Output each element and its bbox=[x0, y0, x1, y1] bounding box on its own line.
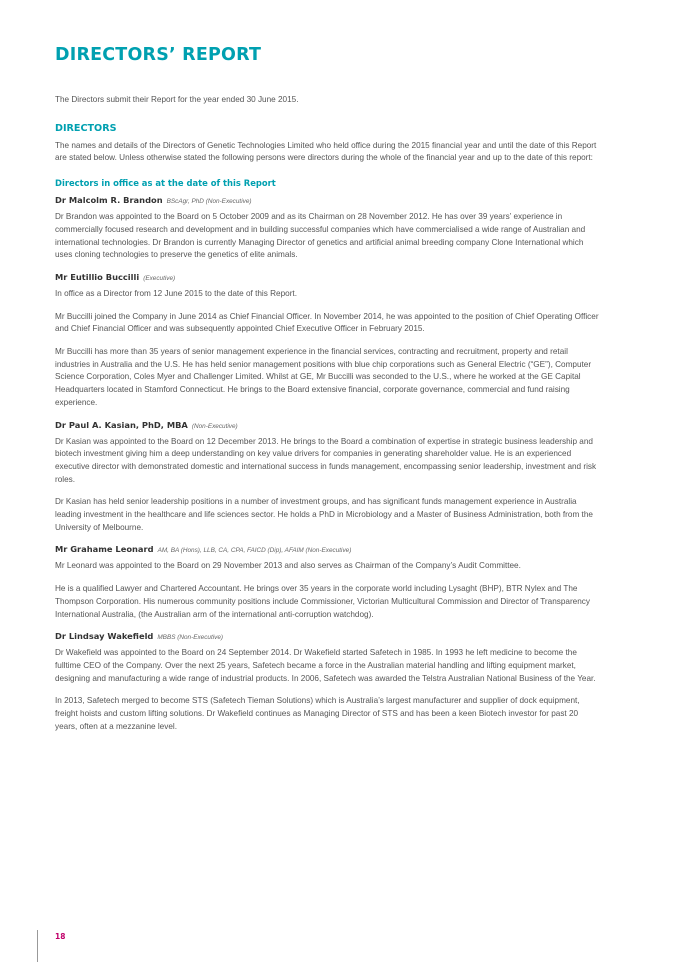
director-heading bbox=[55, 420, 600, 430]
director-qualifications: AM, BA (Hons), LLB, CA, CPA, FAICD (Dip), AFAIM (Non-Executive) bbox=[157, 547, 352, 555]
director-leonard bbox=[55, 544, 600, 621]
director-paragraph: Dr Kasian was appointed to the Board on 12 December 2013. He brings to the Board a combination of expertise in strategic business leadership and biotech investment giving him a deep understanding on key value drivers for companies in generating shareholder value. He is an experienced executive director with demonstrated domestic and international success in funds management, encompassing senior leadership, investment and risk roles. bbox=[55, 436, 597, 484]
director-heading bbox=[55, 272, 600, 282]
director-paragraph: Mr Buccilli has more than 35 years of senior management experience in the financial services, contracting and recruitment, property and retail industries in Australia and the U.S. He has held senior management positions with blue chip corporations such as General Electric (“GE”), Computer Science Corporation, Coles Myer and Challenger Limited. Whilst at GE, Mr Buccilli was seconded to the U.S., where he worked at the GE Capital Headquarters located in Stamford Connecticut. He brings to the Board extensive financial, corporate governance, commercial and fund raising experience. bbox=[55, 347, 592, 407]
director-name: Mr Eutillio Buccilli bbox=[55, 271, 140, 282]
director-heading bbox=[55, 544, 600, 554]
director-paragraph: Mr Leonard was appointed to the Board on 29 November 2013 and also serves as Chairman of the Company’s Audit Committee. bbox=[55, 561, 521, 571]
director-name: Dr Paul A. Kasian, PhD, MBA bbox=[55, 419, 188, 430]
director-kasian bbox=[55, 420, 600, 535]
director-qualifications: MBBS (Non-Executive) bbox=[157, 634, 224, 642]
page-title: DIRECTORS’ REPORT bbox=[55, 45, 262, 65]
director-heading bbox=[55, 631, 600, 641]
director-paragraph: In 2013, Safetech merged to become STS (Safetech Tieman Solutions) which is Australia’s largest manufacturer and supplier of dock equipment, freight hoists and custom lifting solutions. Dr Wakefield continues as Managing Director of STS and has been a keen Biotech investor for past 20 years, often at a mezzanine level. bbox=[55, 696, 580, 731]
director-qualifications: BScAgr, PhD (Non-Executive) bbox=[166, 198, 252, 206]
report-page bbox=[55, 45, 600, 744]
director-paragraph: Dr Wakefield was appointed to the Board on 24 September 2014. Dr Wakefield started Safetech in 1985. In 1993 he left medicine to become the fulltime CEO of the Company. Over the next 25 years, Safetech became a force in the Australian material handling and lifting equipment market, designing and manufacturing a wide range of industrial products. In 2006, Safetech was awarded the Telstra Australian National Business of the Year. bbox=[55, 648, 596, 683]
director-paragraph: Dr Kasian has held senior leadership positions in a number of investment groups, and has significant funds management experience in Australia leading investment in the healthcare and life sciences sector. He holds a PhD in Microbiology and a Master of Business Administration, both from the University of Melbourne. bbox=[55, 497, 593, 532]
director-paragraph: In office as a Director from 12 June 2015 to the date of this Report. bbox=[55, 288, 297, 298]
director-paragraph: Dr Brandon was appointed to the Board on 5 October 2009 and as its Chairman on 28 November 2012. He has over 39 years’ experience in commercially focused research and development and in building successful companies which have commercialised a wide range of Australian and international technologies. Dr Brandon is currently Managing Director of genetics and artificial animal breeding company Clone International which uses cloning technologies to preserve the genetics of elite animals. bbox=[55, 212, 586, 260]
director-name: Dr Lindsay Wakefield bbox=[55, 631, 154, 642]
director-name: Mr Grahame Leonard bbox=[55, 544, 154, 555]
footer-divider bbox=[37, 930, 38, 962]
section-description: The names and details of the Directors of Genetic Technologies Limited who held office during the 2015 financial year and until the date of this Report are stated below. Unless otherwise stated the following persons were directors during the whole of the financial year and up to the date of this report: bbox=[55, 140, 597, 163]
director-buccilli bbox=[55, 272, 600, 410]
director-paragraph: He is a qualified Lawyer and Chartered Accountant. He brings over 35 years in the corporate world including Lysaght (BHP), BTR Nylex and The Thompson Corporation. His numerous community positions include Commissioner, Victorian Multicultural Commission and Director of Transparency International Australia, (the Australian arm of the international anti-corruption watchdog). bbox=[55, 584, 590, 619]
section-title: DIRECTORS bbox=[55, 122, 117, 134]
section-subtitle: Directors in office as at the date of this Report bbox=[55, 178, 276, 189]
director-qualifications: (Executive) bbox=[143, 274, 176, 282]
director-heading bbox=[55, 195, 600, 205]
director-brandon bbox=[55, 195, 600, 262]
page-number: 18 bbox=[55, 932, 66, 941]
director-wakefield bbox=[55, 631, 600, 733]
director-paragraph: Mr Buccilli joined the Company in June 2014 as Chief Financial Officer. In November 2014, he was appointed to the position of Chief Operating Officer and Chief Financial Officer and was subsequently appointed Chief Executive Officer in February 2015. bbox=[55, 311, 599, 334]
director-name: Dr Malcolm R. Brandon bbox=[55, 195, 163, 206]
director-qualifications: (Non-Executive) bbox=[191, 422, 238, 430]
intro-paragraph: The Directors submit their Report for the year ended 30 June 2015. bbox=[55, 95, 299, 104]
